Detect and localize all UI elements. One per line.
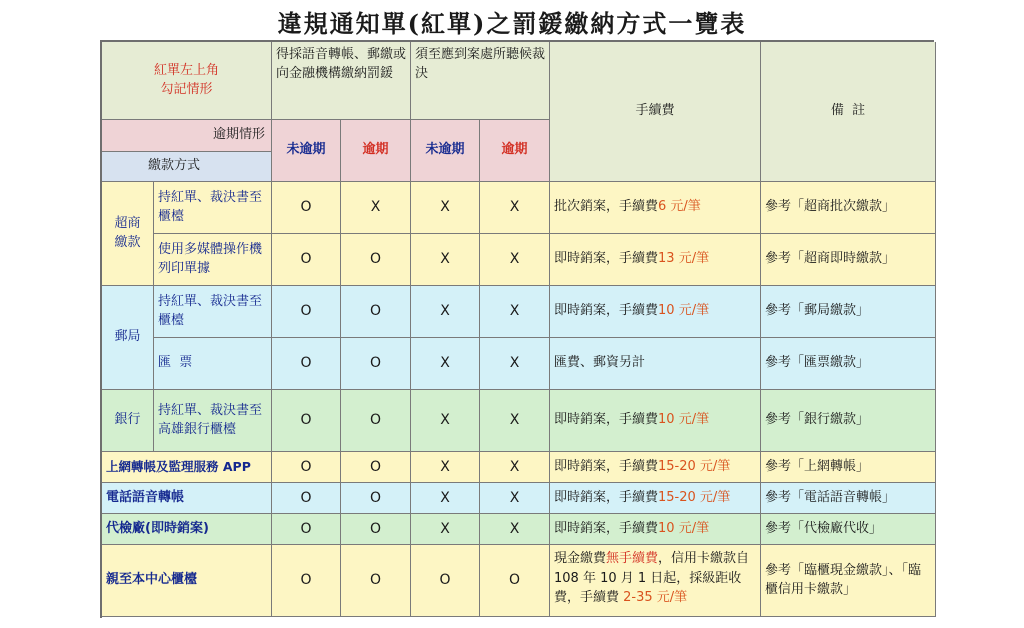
- method-cell: 使用多媒體操作機列印單據: [154, 234, 272, 286]
- mark-cell: X: [480, 452, 550, 483]
- fee-text: 匯費、郵資另計: [554, 355, 646, 371]
- mark-cell: X: [411, 483, 480, 514]
- mark-cell: X: [480, 286, 550, 338]
- group-convenience-store: 超商繳款: [102, 182, 154, 286]
- group-bank: 銀行: [102, 390, 154, 452]
- mark-cell: X: [411, 234, 480, 286]
- fee-cell: [550, 452, 761, 483]
- mark-cell: O: [341, 545, 411, 617]
- mark-cell: O: [341, 514, 411, 545]
- mark-cell: O: [341, 286, 411, 338]
- remark-cell: 參考「上網轉帳」: [761, 452, 936, 483]
- fee-cell: [550, 545, 761, 617]
- remark-cell: 參考「臨櫃現金繳款」、「臨櫃信用卡繳款」: [761, 545, 936, 617]
- method-cell: 代檢廠(即時銷案): [102, 514, 272, 545]
- mark-cell: X: [480, 182, 550, 234]
- mark-cell: X: [411, 338, 480, 390]
- mark-cell: O: [272, 514, 341, 545]
- fee-text: 批次銷案，手續費: [554, 199, 659, 215]
- mark-cell: X: [411, 390, 480, 452]
- not-overdue-header-2: 未逾期: [411, 120, 480, 182]
- mark-cell: X: [411, 452, 480, 483]
- mark-cell: O: [480, 545, 550, 617]
- fee-amount: 2-35 元/筆: [623, 590, 688, 605]
- mark-cell: O: [341, 483, 411, 514]
- fee-text-continued: ，信用卡繳款自 108 年 10 月 1 日起，採級距收費，手續費: [554, 551, 750, 605]
- fee-text: 即時銷案，手續費: [554, 458, 659, 474]
- remark-cell: 參考「郵局繳款」: [761, 286, 936, 338]
- remark-cell: 參考「超商批次繳款」: [761, 182, 936, 234]
- page-title: 違規通知單(紅單)之罰鍰繳納方式一覽表: [277, 9, 747, 38]
- mark-cell: O: [272, 338, 341, 390]
- fee-cell: [550, 390, 761, 452]
- method-cell: 電話語音轉帳: [102, 483, 272, 514]
- fee-cell: [550, 286, 761, 338]
- method-cell: 持紅單、裁決書至櫃檯: [154, 182, 272, 234]
- method-cell: 持紅單、裁決書至櫃檯: [154, 286, 272, 338]
- remark-cell: 參考「代檢廠代收」: [761, 514, 936, 545]
- mark-cell: O: [411, 545, 480, 617]
- fee-amount: 10 元/筆: [658, 303, 710, 319]
- method-cell: 持紅單、裁決書至高雄銀行櫃檯: [154, 390, 272, 452]
- overdue-header-2: 逾期: [480, 120, 550, 182]
- not-overdue-header-1: 未逾期: [272, 120, 341, 182]
- mark-cell: X: [480, 390, 550, 452]
- fee-amount: 15-20 元/筆: [658, 489, 731, 505]
- fee-cell: [550, 514, 761, 545]
- overdue-status-label: 逾期情形: [102, 120, 272, 152]
- mark-cell: O: [341, 452, 411, 483]
- group-post-office: 郵局: [102, 286, 154, 390]
- header-online-payment: 得採語音轉帳、郵繳或向金融機構繳納罰鍰: [272, 42, 411, 120]
- header-remark: 備 註: [761, 42, 936, 182]
- method-cell: 匯 票: [154, 338, 272, 390]
- fee-cell: [550, 338, 761, 390]
- fee-text: 現金繳費: [554, 551, 607, 566]
- fee-cell: [550, 234, 761, 286]
- mark-cell: O: [341, 338, 411, 390]
- fee-amount: 10 元/筆: [658, 520, 710, 536]
- mark-cell: O: [341, 234, 411, 286]
- header-fee: 手續費: [550, 42, 761, 182]
- mark-cell: O: [272, 483, 341, 514]
- fee-text: 即時銷案，手續費: [554, 303, 659, 319]
- mark-cell: O: [272, 234, 341, 286]
- fee-amount: 13 元/筆: [658, 251, 710, 267]
- fee-text: 即時銷案，手續費: [554, 412, 659, 428]
- header-hearing: 須至應到案處所聽候裁決: [411, 42, 550, 120]
- mark-cell: X: [411, 514, 480, 545]
- fee-text: 即時銷案，手續費: [554, 489, 659, 505]
- remark-cell: 參考「匯票繳款」: [761, 338, 936, 390]
- remark-cell: 參考「銀行繳款」: [761, 390, 936, 452]
- fee-free-text: 無手續費: [606, 551, 659, 566]
- fee-amount: 6 元/筆: [658, 199, 701, 215]
- fee-cell: [550, 182, 761, 234]
- mark-cell: X: [341, 182, 411, 234]
- method-cell: 親至本中心櫃檯: [102, 545, 272, 617]
- mark-cell: X: [480, 514, 550, 545]
- fee-amount: 15-20 元/筆: [658, 458, 731, 474]
- corner-top-label: 紅單左上角 勾記情形: [102, 42, 272, 120]
- mark-cell: X: [480, 483, 550, 514]
- fee-text: 即時銷案，手續費: [554, 251, 659, 267]
- mark-cell: O: [272, 286, 341, 338]
- mark-cell: X: [480, 234, 550, 286]
- overdue-header-1: 逾期: [341, 120, 411, 182]
- mark-cell: O: [272, 545, 341, 617]
- mark-cell: X: [480, 338, 550, 390]
- fee-amount: 10 元/筆: [658, 412, 710, 428]
- mark-cell: X: [411, 182, 480, 234]
- mark-cell: O: [272, 452, 341, 483]
- method-cell: 上網轉帳及監理服務 APP: [102, 452, 272, 483]
- payment-methods-table: [100, 40, 934, 618]
- payment-method-label: 繳款方式: [102, 152, 272, 182]
- mark-cell: X: [411, 286, 480, 338]
- fee-text: 即時銷案，手續費: [554, 520, 659, 536]
- mark-cell: O: [272, 182, 341, 234]
- mark-cell: O: [272, 390, 341, 452]
- remark-cell: 參考「電話語音轉帳」: [761, 483, 936, 514]
- remark-cell: 參考「超商即時繳款」: [761, 234, 936, 286]
- mark-cell: O: [341, 390, 411, 452]
- fee-cell: [550, 483, 761, 514]
